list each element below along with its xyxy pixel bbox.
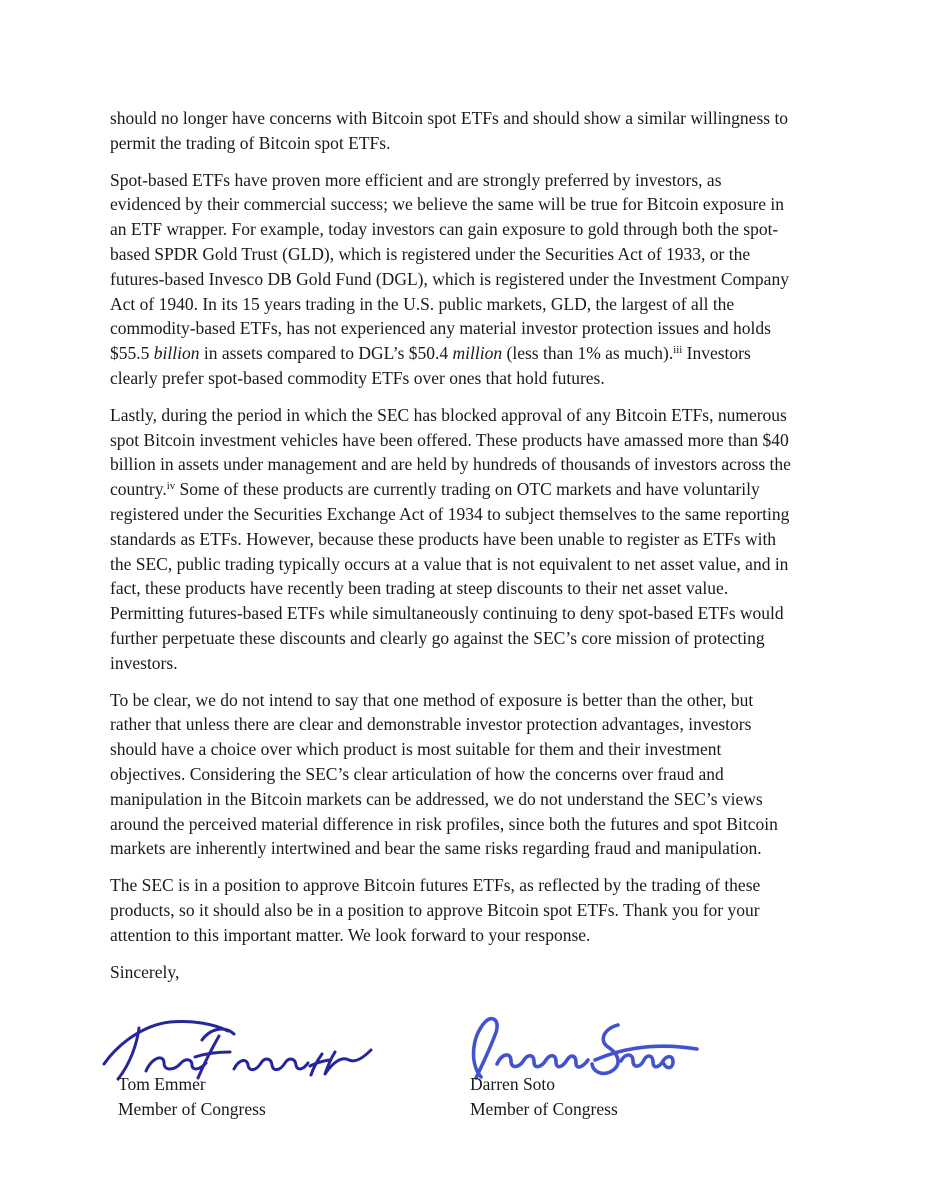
text-line: attention to this important matter. We look forward to your response. [110, 924, 591, 945]
paragraph [110, 688, 840, 862]
closing-salutation: Sincerely, [110, 961, 180, 982]
signer-title: Member of Congress [118, 1098, 266, 1119]
text-line: The SEC is in a position to approve Bitcoin futures ETFs, as reflected by the trading of these [110, 875, 761, 896]
text-line: rather that unless there are clear and demonstrable investor protection advantages, investors [110, 714, 752, 735]
signer-name: Darren Soto [470, 1074, 556, 1094]
darren-soto-signature-strokes [474, 1019, 697, 1078]
text-line: $55.5 billion in assets compared to DGL’s $50.4 million (less than 1% as much).$^{iii}$ Investors [110, 343, 751, 364]
letter-body [110, 106, 840, 984]
text-line: Lastly, during the period in which the SEC has blocked approval of any Bitcoin ETFs, numerous [110, 404, 787, 425]
text-line: evidenced by their commercial success; we believe the same will be true for Bitcoin exposure in [110, 194, 784, 215]
paragraph [110, 168, 840, 391]
text-line: should have a choice over which product is most suitable for them and their investment [110, 739, 722, 760]
text-line: further perpetuate these discounts and clearly go against the SEC’s core mission of protecting [110, 627, 765, 648]
text-line: permit the trading of Bitcoin spot ETFs. [110, 132, 391, 153]
text-line: clearly prefer spot-based commodity ETFs over ones that hold futures. [110, 367, 605, 388]
text-line: country.$^{iv}$ Some of these products are currently trading on OTC markets and have voluntarily [110, 479, 760, 500]
signer-name: Tom Emmer [118, 1074, 206, 1094]
tom-emmer-signature-strokes [104, 1021, 371, 1079]
text-line: To be clear, we do not intend to say that one method of exposure is better than the other, but [110, 689, 754, 710]
paragraph [110, 873, 840, 947]
letter-paragraphs [110, 106, 840, 948]
text-line: standards as ETFs. However, because these products have been unable to register as ETFs with [110, 528, 777, 549]
text-line: investors. [110, 652, 178, 673]
text-line: around the perceived material difference in risk profiles, since both the futures and spot Bitcoin [110, 813, 778, 834]
text-line: commodity-based ETFs, has not experienced any material investor protection issues and holds [110, 318, 771, 339]
text-line: objectives. Considering the SEC’s clear articulation of how the concerns over fraud and [110, 763, 724, 784]
text-line: products, so it should also be in a position to approve Bitcoin spot ETFs. Thank you for your [110, 899, 760, 920]
text-line: an ETF wrapper. For example, today investors can gain exposure to gold through both the spot- [110, 219, 779, 240]
text-line: billion in assets under management and are held by hundreds of thousands of investors across the [110, 454, 791, 475]
signer-block-darren-soto [470, 1072, 618, 1122]
text-line: futures-based Invesco DB Gold Fund (DGL), which is registered under the Investment Company [110, 268, 789, 289]
text-line: spot Bitcoin investment vehicles have been offered. These products have amassed more than $40 [110, 429, 789, 450]
text-line: Permitting futures-based ETFs while simultaneously continuing to deny spot-based ETFs would [110, 603, 784, 624]
signer-title: Member of Congress [470, 1098, 618, 1119]
text-line: based SPDR Gold Trust (GLD), which is registered under the Securities Act of 1933, or the [110, 243, 751, 264]
text-line: registered under the Securities Exchange Act of 1934 to subject themselves to the same reporting [110, 503, 790, 524]
text-line: fact, these products have recently been trading at steep discounts to their net asset value. [110, 578, 729, 599]
text-line: Spot-based ETFs have proven more efficient and are strongly preferred by investors, as [110, 169, 722, 190]
text-line: Act of 1940. In its 15 years trading in the U.S. public markets, GLD, the largest of all the [110, 293, 735, 314]
signer-block-tom-emmer [118, 1072, 266, 1122]
text-line: the SEC, public trading typically occurs at a value that is not equivalent to net asset value, and in [110, 553, 789, 574]
text-line: manipulation in the Bitcoin markets can be addressed, we do not understand the SEC’s views [110, 788, 763, 809]
text-line: markets are inherently intertwined and bear the same risks regarding fraud and manipulation. [110, 838, 762, 859]
paragraph [110, 106, 840, 156]
text-line: should no longer have concerns with Bitcoin spot ETFs and should show a similar willingness to [110, 108, 789, 128]
paragraph [110, 403, 840, 676]
